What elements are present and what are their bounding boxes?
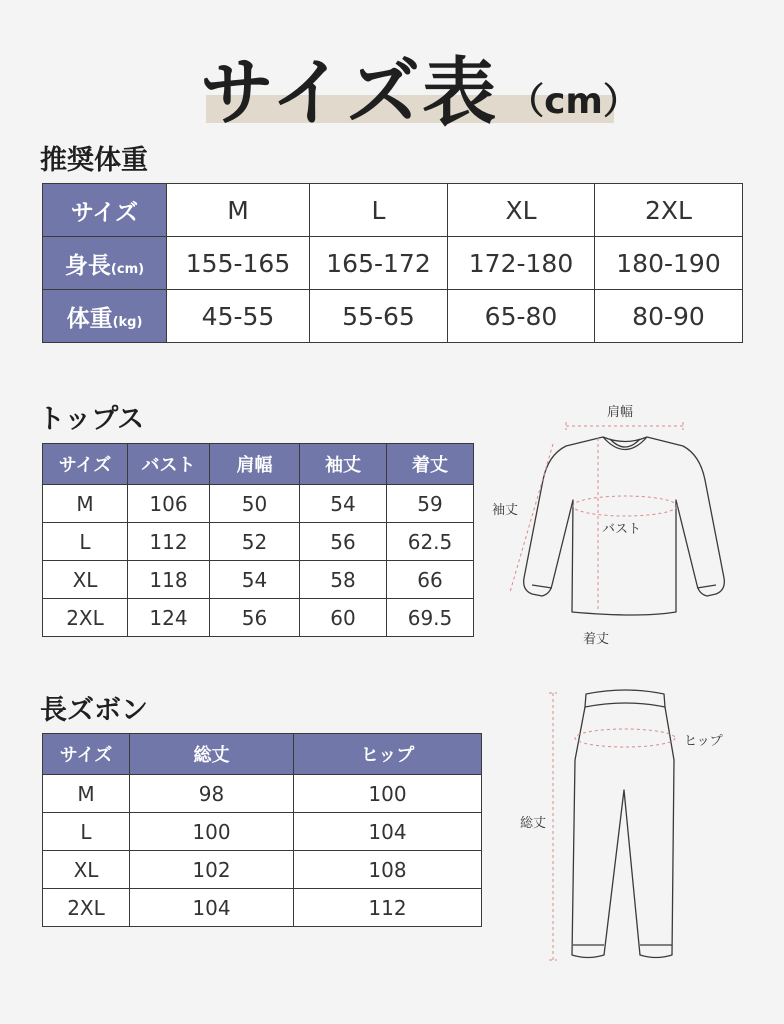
pants-length-label: 総丈 (520, 816, 547, 831)
shirt-shoulder-label: 肩幅 (607, 405, 634, 420)
weight-row-label-text: 身長 (64, 252, 111, 279)
shirt-bust-label: バスト (602, 522, 642, 537)
pants-table-header: サイズ (43, 734, 130, 775)
pants-table-cell: 108 (294, 851, 482, 889)
weight-row-label-unit: (kg) (112, 314, 143, 330)
tops-table-header: サイズ (43, 444, 128, 485)
shirt-sleeve-label: 袖丈 (492, 503, 519, 518)
weight-table-cell: 2XL (595, 184, 743, 237)
weight-table-cell: M (167, 184, 310, 237)
tops-table-header: バスト (128, 444, 210, 485)
pants-table-cell: L (43, 813, 130, 851)
tops-section-heading: トップス (38, 404, 145, 435)
tops-table-cell: 66 (387, 561, 474, 599)
tops-table-cell: 54 (300, 485, 387, 523)
weight-table-cell: 65-80 (448, 290, 595, 343)
pants-table-cell: 2XL (43, 889, 130, 927)
tops-table-cell: 58 (300, 561, 387, 599)
pants-section-heading: 長ズボン (40, 695, 148, 726)
weight-row-label-text: 体重 (66, 305, 113, 332)
weight-table-cell: 165-172 (310, 237, 448, 290)
pants-table-cell: 100 (130, 813, 294, 851)
pants-table-cell: 100 (294, 775, 482, 813)
pants-table-cell: 102 (130, 851, 294, 889)
pants-table-cell: 98 (130, 775, 294, 813)
weight-table-cell: XL (448, 184, 595, 237)
pants-table-cell: XL (43, 851, 130, 889)
weight-row-label-unit: (cm) (110, 261, 145, 277)
tops-table-cell: 50 (210, 485, 300, 523)
pants-table-cell: 104 (130, 889, 294, 927)
weight-section-heading: 推奨体重 (40, 145, 148, 176)
tops-table-cell: XL (43, 561, 128, 599)
tops-table-cell: M (43, 485, 128, 523)
page-title-main: サイズ表 (200, 50, 499, 136)
pants-table-cell: M (43, 775, 130, 813)
shirt-length-label: 着丈 (583, 632, 610, 647)
pants-hip-label: ヒップ (684, 734, 723, 749)
tops-table-cell: 2XL (43, 599, 128, 637)
tops-table-cell: 56 (300, 523, 387, 561)
tops-table-header: 袖丈 (300, 444, 387, 485)
tops-table-header: 肩幅 (210, 444, 300, 485)
tops-table-cell: 59 (387, 485, 474, 523)
tops-table-cell: 56 (210, 599, 300, 637)
pants-table-cell: 104 (294, 813, 482, 851)
weight-table-cell: 172-180 (448, 237, 595, 290)
pants-table-header: ヒップ (294, 734, 482, 775)
tops-table-cell: 62.5 (387, 523, 474, 561)
weight-table-cell: 80-90 (595, 290, 743, 343)
weight-table-cell: 180-190 (595, 237, 743, 290)
weight-table-cell: 155-165 (167, 237, 310, 290)
pants-table-cell: 112 (294, 889, 482, 927)
tops-table-cell: L (43, 523, 128, 561)
pants-table-header: 総丈 (130, 734, 294, 775)
tops-table-cell: 106 (128, 485, 210, 523)
tops-table-cell: 69.5 (387, 599, 474, 637)
tops-table-header: 着丈 (387, 444, 474, 485)
page-title-unit: （cm） (508, 81, 639, 122)
tops-table-cell: 54 (210, 561, 300, 599)
weight-table-cell: 45-55 (167, 290, 310, 343)
tops-table-cell: 112 (128, 523, 210, 561)
tops-table-cell: 124 (128, 599, 210, 637)
weight-row-label-text: サイズ (70, 199, 139, 226)
weight-table-cell: 55-65 (310, 290, 448, 343)
tops-table-cell: 52 (210, 523, 300, 561)
weight-table-cell: L (310, 184, 448, 237)
tops-table-cell: 60 (300, 599, 387, 637)
tops-table-cell: 118 (128, 561, 210, 599)
